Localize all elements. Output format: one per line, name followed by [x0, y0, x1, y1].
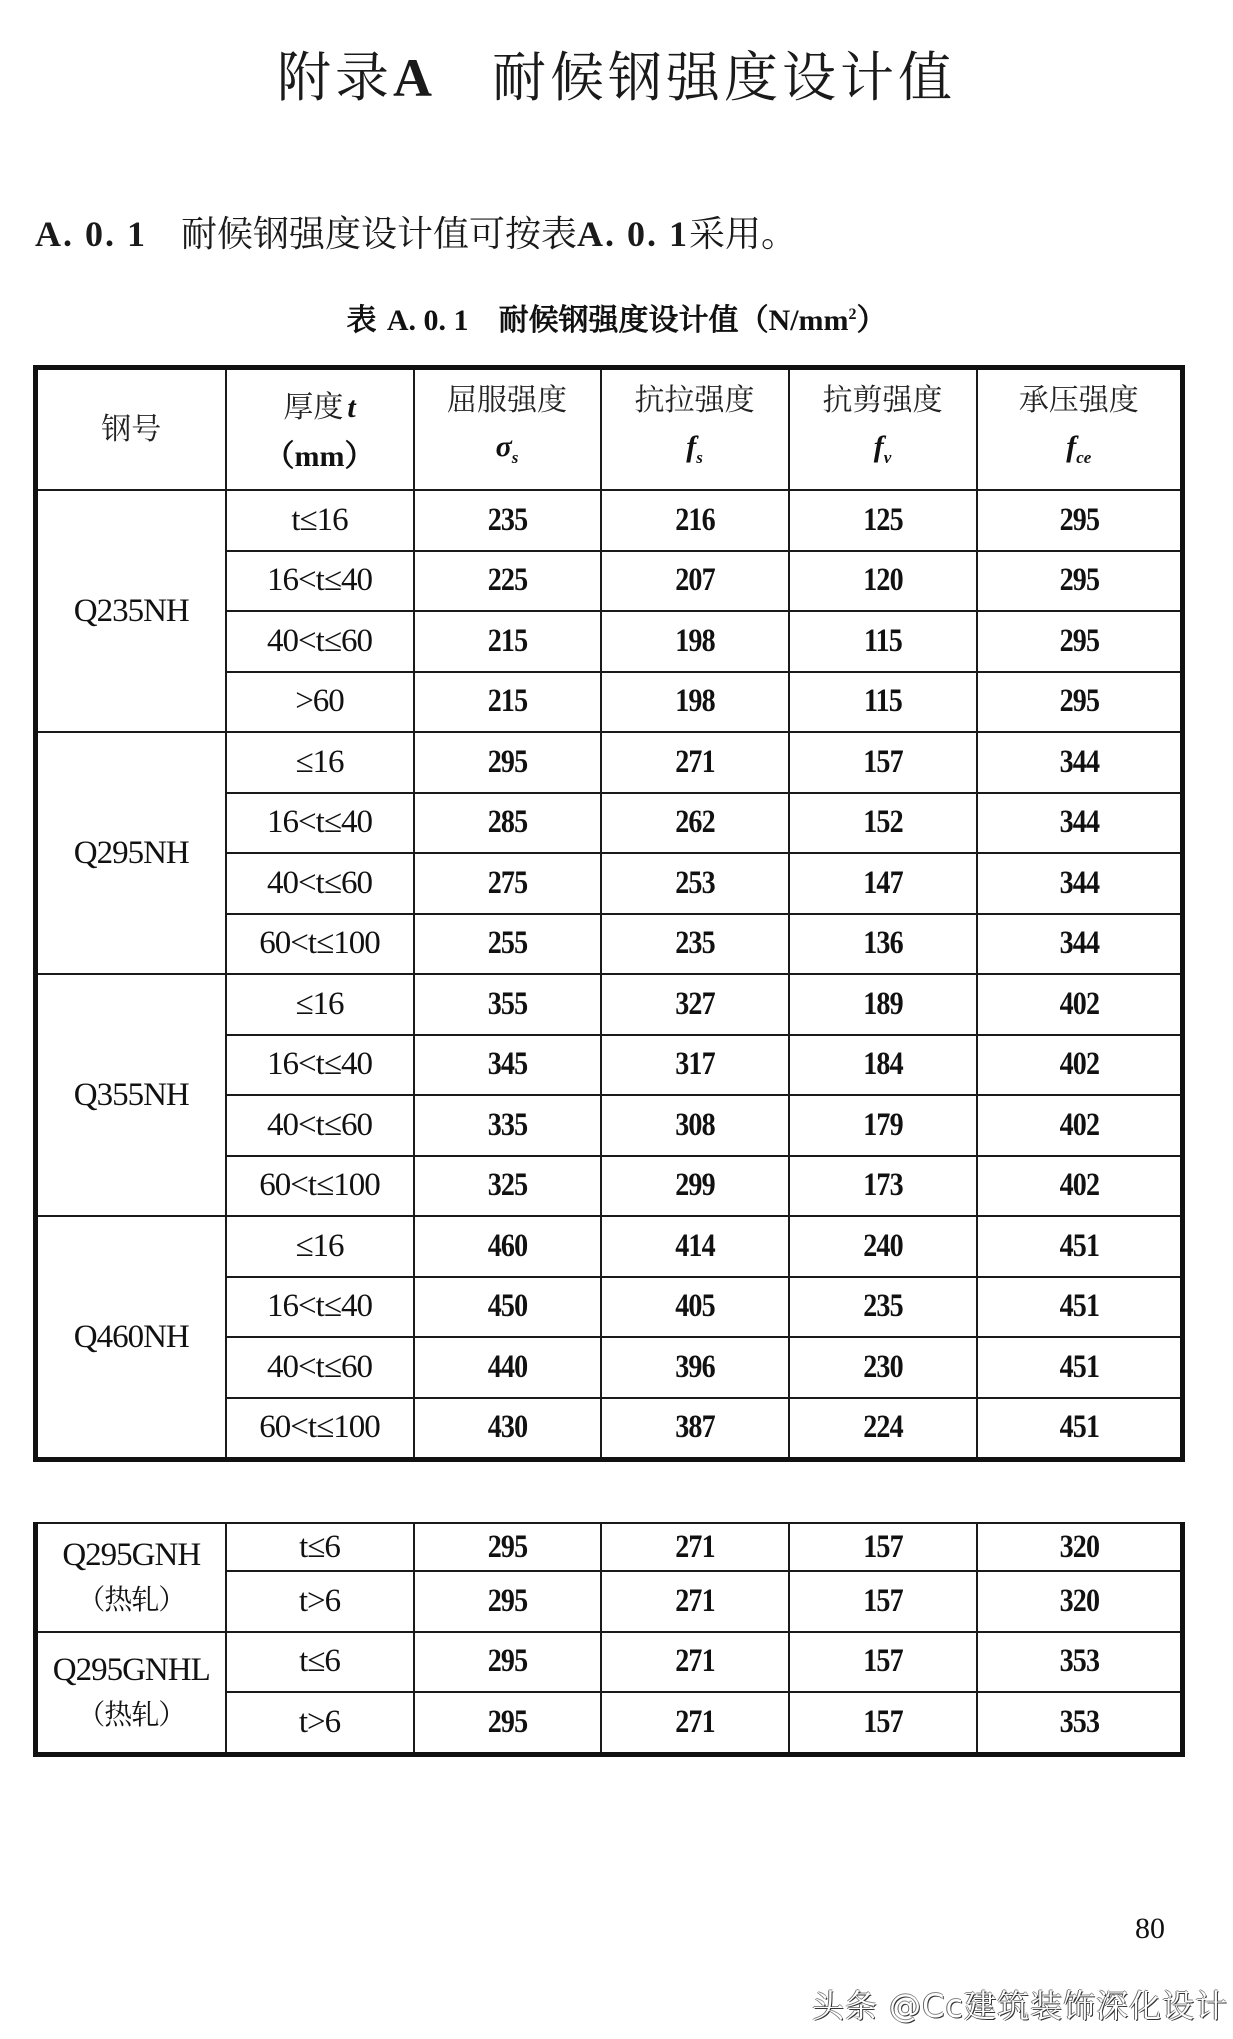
caption-prefix: 表: [346, 303, 377, 338]
tensile-cell: 253: [615, 853, 775, 914]
shear-cell: 179: [803, 1095, 963, 1156]
title-text: 耐候钢强度设计值: [492, 46, 956, 109]
table-row: [36, 490, 1183, 551]
section-text-after: 采用。: [689, 214, 798, 255]
yield-cell: 295: [428, 1571, 587, 1632]
shear-cell: 152: [803, 793, 963, 854]
header-tensile: 抗拉强度 $f_s$: [601, 368, 789, 491]
tensile-cell: 235: [615, 914, 775, 975]
shear-cell: 136: [803, 914, 963, 975]
bearing-cell: 320: [992, 1523, 1167, 1571]
shear-cell: 157: [803, 732, 963, 793]
thickness-cell: 16<t≤40: [226, 551, 414, 612]
yield-cell: 440: [428, 1337, 587, 1398]
thickness-cell: ≤16: [226, 974, 414, 1035]
bearing-cell: 295: [992, 490, 1167, 551]
tensile-cell: 414: [615, 1216, 775, 1277]
caption-number: A. 0. 1: [386, 304, 469, 337]
strength-table: [33, 365, 1185, 1462]
section-text-before: 耐候钢强度设计值可按表: [181, 214, 578, 255]
yield-cell: 215: [428, 611, 587, 672]
shear-cell: 157: [803, 1632, 963, 1693]
bearing-cell: 353: [992, 1632, 1167, 1693]
caption-text: 耐候钢强度设计值: [498, 303, 739, 338]
grade-cell: Q295NH: [36, 732, 226, 974]
thickness-cell: 60<t≤100: [226, 914, 414, 975]
thickness-cell: >60: [226, 672, 414, 733]
shear-cell: 157: [803, 1523, 963, 1571]
yield-cell: 295: [428, 1523, 587, 1571]
yield-cell: 275: [428, 853, 587, 914]
thickness-cell: ≤16: [226, 732, 414, 793]
thickness-cell: 16<t≤40: [226, 1035, 414, 1096]
bearing-cell: 451: [992, 1216, 1167, 1277]
yield-cell: 295: [428, 1632, 587, 1693]
yield-cell: 295: [428, 1692, 587, 1754]
shear-cell: 120: [803, 551, 963, 612]
table-row: [36, 1216, 1183, 1277]
yield-cell: 450: [428, 1277, 587, 1338]
tensile-cell: 299: [615, 1156, 775, 1217]
header-shear: 抗剪强度 $f_v$: [789, 368, 977, 491]
bearing-cell: 295: [992, 611, 1167, 672]
thickness-cell: 40<t≤60: [226, 611, 414, 672]
yield-cell: 430: [428, 1398, 587, 1460]
grade-cell: Q295GNH （热轧）: [36, 1523, 226, 1632]
thickness-cell: 40<t≤60: [226, 1337, 414, 1398]
table-row: [36, 974, 1183, 1035]
title-letter: A: [393, 48, 436, 108]
appendix-title: [0, 44, 1233, 112]
bearing-cell: 402: [992, 974, 1167, 1035]
yield-cell: 325: [428, 1156, 587, 1217]
shear-cell: 240: [803, 1216, 963, 1277]
section-table-ref: A. 0. 1: [577, 214, 690, 254]
tensile-cell: 271: [615, 1692, 775, 1754]
bearing-cell: 344: [992, 853, 1167, 914]
shear-cell: 184: [803, 1035, 963, 1096]
header-bearing: 承压强度 $f_{ce}$: [977, 368, 1183, 491]
thickness-cell: 40<t≤60: [226, 853, 414, 914]
tensile-cell: 198: [615, 672, 775, 733]
bearing-cell: 344: [992, 914, 1167, 975]
bearing-cell: 320: [992, 1571, 1167, 1632]
bearing-cell: 402: [992, 1035, 1167, 1096]
tensile-cell: 387: [615, 1398, 775, 1460]
tensile-cell: 317: [615, 1035, 775, 1096]
grade-cell: Q460NH: [36, 1216, 226, 1460]
thickness-cell: t≤16: [226, 490, 414, 551]
thickness-cell: 60<t≤100: [226, 1156, 414, 1217]
shear-cell: 115: [803, 672, 963, 733]
tensile-cell: 271: [615, 1523, 775, 1571]
section-a01: [35, 212, 797, 257]
yield-cell: 295: [428, 732, 587, 793]
header-yield: 屈服强度 $\sigma_s$: [414, 368, 601, 491]
tensile-cell: 405: [615, 1277, 775, 1338]
grade-cell: Q295GNHL （热轧）: [36, 1632, 226, 1755]
yield-cell: 355: [428, 974, 587, 1035]
shear-cell: 125: [803, 490, 963, 551]
shear-cell: 224: [803, 1398, 963, 1460]
yield-cell: 255: [428, 914, 587, 975]
strength-table-lower: [33, 1522, 1185, 1757]
yield-cell: 215: [428, 672, 587, 733]
yield-cell: 225: [428, 551, 587, 612]
thickness-cell: 60<t≤100: [226, 1398, 414, 1460]
tensile-cell: 271: [615, 732, 775, 793]
bearing-cell: 451: [992, 1337, 1167, 1398]
yield-cell: 285: [428, 793, 587, 854]
grade-cell: Q235NH: [36, 490, 226, 732]
shear-cell: 235: [803, 1277, 963, 1338]
table-header-row: [36, 368, 1183, 491]
tensile-cell: 216: [615, 490, 775, 551]
bearing-cell: 344: [992, 732, 1167, 793]
thickness-cell: ≤16: [226, 1216, 414, 1277]
table-row: [36, 1632, 1183, 1693]
header-thickness: 厚度 t （mm）: [226, 368, 414, 491]
shear-cell: 230: [803, 1337, 963, 1398]
thickness-cell: 40<t≤60: [226, 1095, 414, 1156]
bearing-cell: 402: [992, 1156, 1167, 1217]
bearing-cell: 353: [992, 1692, 1167, 1754]
tensile-cell: 327: [615, 974, 775, 1035]
yield-cell: 335: [428, 1095, 587, 1156]
tensile-cell: 271: [615, 1571, 775, 1632]
shear-cell: 189: [803, 974, 963, 1035]
tensile-cell: 262: [615, 793, 775, 854]
shear-cell: 157: [803, 1692, 963, 1754]
thickness-cell: t≤6: [226, 1523, 414, 1571]
shear-cell: 173: [803, 1156, 963, 1217]
yield-cell: 460: [428, 1216, 587, 1277]
bearing-cell: 295: [992, 672, 1167, 733]
yield-cell: 235: [428, 490, 587, 551]
header-grade: 钢号: [36, 368, 226, 491]
watermark: 头条 @Cc建筑装饰深化设计: [812, 1987, 1229, 2025]
bearing-cell: 344: [992, 793, 1167, 854]
tensile-cell: 308: [615, 1095, 775, 1156]
grade-cell: Q355NH: [36, 974, 226, 1216]
section-number: A. 0. 1: [35, 214, 147, 254]
table-row: [36, 732, 1183, 793]
table-caption: [0, 296, 1233, 340]
bearing-cell: 402: [992, 1095, 1167, 1156]
shear-cell: 147: [803, 853, 963, 914]
tensile-cell: 198: [615, 611, 775, 672]
table-row: [36, 1523, 1183, 1571]
title-prefix: 附录: [277, 46, 393, 109]
tensile-cell: 207: [615, 551, 775, 612]
thickness-cell: 16<t≤40: [226, 793, 414, 854]
shear-cell: 157: [803, 1571, 963, 1632]
tensile-cell: 396: [615, 1337, 775, 1398]
yield-cell: 345: [428, 1035, 587, 1096]
thickness-cell: 16<t≤40: [226, 1277, 414, 1338]
tensile-cell: 271: [615, 1632, 775, 1693]
caption-unit: $(N/mm^2)$: [738, 304, 887, 337]
page-number: 80: [1135, 1912, 1165, 1945]
bearing-cell: 451: [992, 1277, 1167, 1338]
bearing-cell: 295: [992, 551, 1167, 612]
shear-cell: 115: [803, 611, 963, 672]
thickness-cell: t>6: [226, 1571, 414, 1632]
thickness-cell: t>6: [226, 1692, 414, 1754]
thickness-cell: t≤6: [226, 1632, 414, 1693]
bearing-cell: 451: [992, 1398, 1167, 1460]
